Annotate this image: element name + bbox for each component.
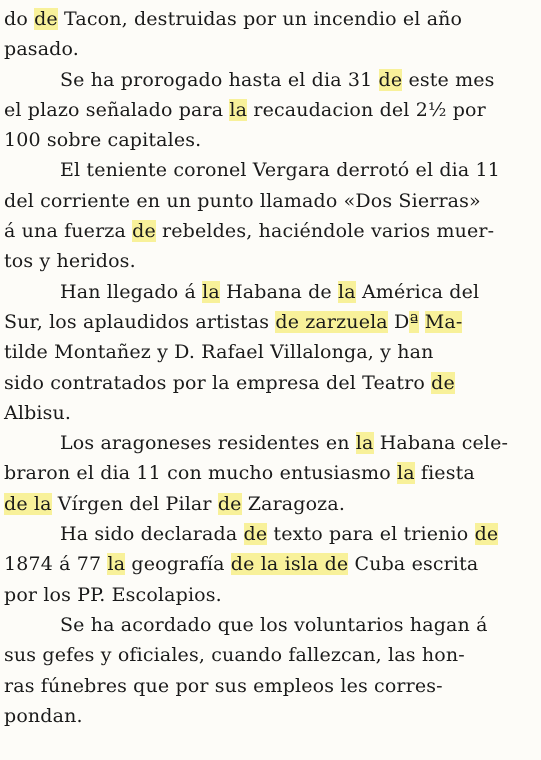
text-line	[4, 95, 534, 125]
text-line	[4, 398, 534, 428]
text-segment: Se ha prorogado hasta el dia 31	[60, 68, 379, 91]
text-line	[4, 489, 534, 519]
text-segment: Cuba escrita	[348, 553, 479, 576]
text-segment: texto para el trienio	[267, 523, 475, 546]
text-segment: tilde Montañez y D. Rafael Villalonga, y han	[4, 341, 434, 364]
text-segment: geografía	[125, 553, 231, 576]
text-segment: Se ha acordado que los voluntarios hagan á	[60, 613, 488, 636]
text-line	[4, 610, 534, 640]
text-segment: El teniente coronel Vergara derrotó el dia 11	[60, 159, 501, 182]
text-segment: Sur, los aplaudidos artistas	[4, 310, 276, 333]
text-segment: á una fuerza	[4, 220, 133, 243]
text-segment: braron el dia 11 con mucho entusiasmo	[4, 462, 397, 485]
text-segment: D	[387, 310, 410, 333]
news-paragraph	[4, 277, 534, 428]
highlighted-text: la	[202, 280, 220, 303]
news-paragraph	[4, 519, 534, 610]
highlighted-text: de	[243, 523, 268, 546]
text-segment: este mes	[402, 68, 495, 91]
text-segment: sus gefes y oficiales, cuando fallezcan, las hon-	[4, 644, 465, 667]
text-segment: Ha sido declarada	[60, 523, 244, 546]
text-line	[4, 368, 534, 398]
news-paragraph	[4, 428, 534, 519]
text-segment: Han llegado á	[60, 280, 203, 303]
text-line	[4, 246, 534, 276]
news-paragraph	[4, 65, 534, 156]
text-segment: el plazo señalado para	[4, 98, 230, 121]
highlighted-text: la	[229, 98, 248, 121]
text-segment: fiesta	[414, 462, 475, 485]
text-segment: Los aragoneses residentes en	[60, 432, 356, 455]
text-segment: recaudacion del 2½ por	[247, 98, 486, 121]
highlighted-text: la	[355, 432, 374, 455]
text-line	[4, 186, 534, 216]
text-segment: tos y heridos.	[4, 250, 136, 273]
highlighted-text: de	[217, 492, 242, 515]
highlighted-text: de la isla de	[230, 553, 349, 576]
text-segment: do	[4, 8, 35, 30]
text-segment: Tacon, destruidas por un incendio el año	[57, 8, 463, 30]
text-segment: del corriente en un punto llamado «Dos Sierras»	[4, 189, 481, 212]
text-segment: Vírgen del Pilar	[51, 492, 218, 515]
highlighted-text: de	[378, 68, 403, 91]
text-segment: pondan.	[4, 704, 83, 727]
news-paragraph	[4, 155, 534, 276]
highlighted-text: la	[396, 462, 415, 485]
text-segment: rebeldes, haciéndole varios muer-	[155, 220, 495, 243]
text-segment	[419, 311, 425, 333]
highlighted-text: de zarzuela	[275, 310, 388, 333]
highlighted-text: de	[132, 220, 156, 243]
text-segment: Albisu.	[4, 401, 72, 424]
text-line	[4, 4, 534, 34]
text-segment: 100 sobre capitales.	[4, 129, 202, 152]
text-segment: 1874 á 77	[4, 553, 108, 576]
text-line	[4, 640, 534, 670]
highlighted-text: Ma-	[424, 310, 463, 333]
highlighted-text: de la	[4, 492, 52, 515]
news-paragraph	[4, 610, 534, 731]
highlighted-text: ª	[409, 310, 419, 333]
text-segment: Habana cele-	[373, 432, 509, 455]
text-line	[4, 125, 534, 155]
text-line	[4, 701, 534, 731]
text-line	[4, 307, 534, 337]
text-line	[4, 580, 534, 610]
highlighted-text: la	[338, 280, 356, 303]
text-line	[4, 277, 534, 307]
text-segment: por los PP. Escolapios.	[4, 583, 222, 606]
text-line	[4, 34, 534, 64]
highlighted-text: la	[107, 553, 126, 576]
text-segment: América del	[355, 280, 480, 303]
text-line	[4, 671, 534, 701]
text-line	[4, 155, 534, 185]
highlighted-text: de	[34, 8, 58, 30]
news-paragraph	[4, 4, 534, 65]
article-column	[4, 4, 534, 731]
text-line	[4, 549, 534, 579]
text-line	[4, 216, 534, 246]
text-segment: pasado.	[4, 38, 79, 61]
text-line	[4, 428, 534, 458]
highlighted-text: de	[431, 371, 455, 394]
text-segment: sido contratados por la empresa del Teatro	[4, 371, 432, 394]
text-segment: ras fúnebres que por sus empleos les corres-	[4, 674, 443, 697]
text-line	[4, 65, 534, 95]
highlighted-text: de	[474, 523, 499, 546]
text-segment: Habana de	[219, 280, 339, 303]
text-line	[4, 519, 534, 549]
text-line	[4, 458, 534, 488]
text-line	[4, 337, 534, 367]
text-segment: Zaragoza.	[241, 492, 346, 515]
